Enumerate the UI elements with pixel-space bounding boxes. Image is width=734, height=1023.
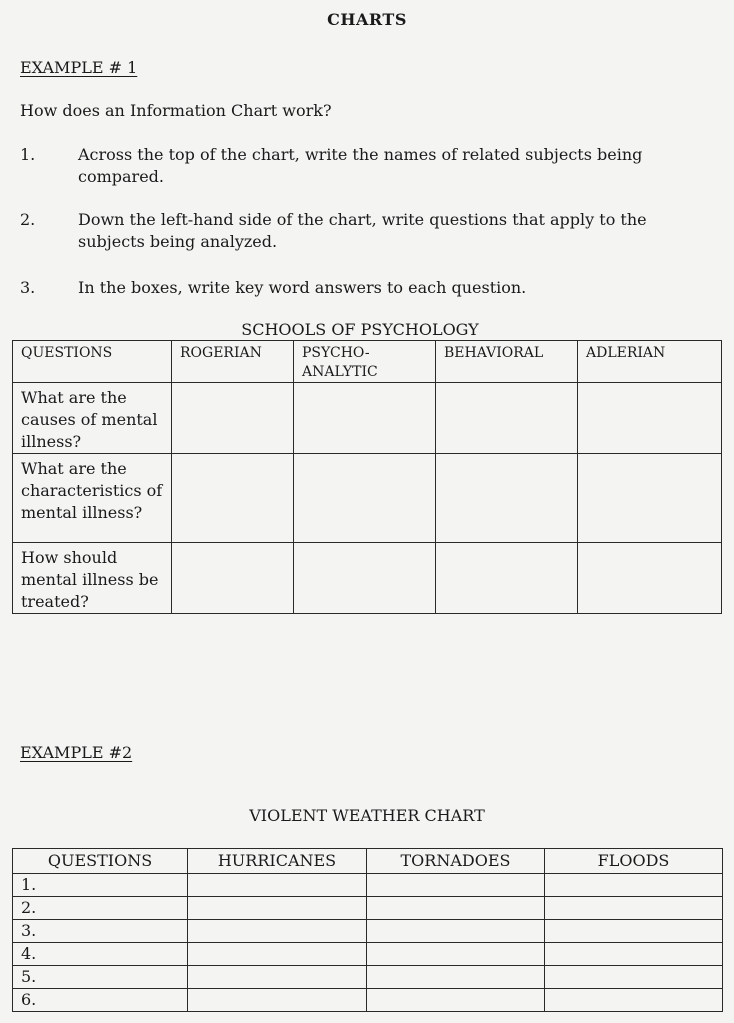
row-number: 1. — [13, 874, 188, 897]
intro-question: How does an Information Chart work? — [20, 101, 332, 120]
step-text: Across the top of the chart, write the names of related subjects being compared. — [78, 145, 643, 186]
table-row — [13, 454, 722, 543]
step-2 — [20, 209, 710, 253]
answer-cell[interactable] — [545, 943, 723, 966]
table-row — [13, 383, 722, 454]
column-header: PSYCHO-ANALYTIC — [294, 341, 436, 383]
row-question: How should mental illness be treated? — [13, 543, 172, 614]
table-row — [13, 943, 723, 966]
table-row — [13, 543, 722, 614]
column-header: ADLERIAN — [578, 341, 722, 383]
step-text: Down the left-hand side of the chart, write questions that apply to the subjects being analyzed. — [78, 210, 647, 251]
step-3 — [20, 277, 710, 299]
answer-cell[interactable] — [578, 383, 722, 454]
answer-cell[interactable] — [188, 966, 367, 989]
answer-cell[interactable] — [367, 966, 545, 989]
answer-cell[interactable] — [367, 897, 545, 920]
table-row — [13, 897, 723, 920]
page-title: CHARTS — [327, 10, 407, 29]
answer-cell[interactable] — [294, 383, 436, 454]
weather-table-caption: VIOLENT WEATHER CHART — [249, 806, 485, 825]
answer-cell[interactable] — [188, 874, 367, 897]
row-number: 6. — [13, 989, 188, 1012]
answer-cell[interactable] — [188, 943, 367, 966]
answer-cell[interactable] — [545, 874, 723, 897]
table-header-row — [13, 849, 723, 874]
answer-cell[interactable] — [578, 454, 722, 543]
column-header: QUESTIONS — [13, 849, 188, 874]
weather-chart-table — [12, 848, 723, 1012]
column-header: FLOODS — [545, 849, 723, 874]
row-question: What are the characteristics of mental illness? — [13, 454, 172, 543]
table-header-row — [13, 341, 722, 383]
answer-cell[interactable] — [545, 966, 723, 989]
answer-cell[interactable] — [172, 543, 294, 614]
column-header: BEHAVIORAL — [436, 341, 578, 383]
column-header: QUESTIONS — [13, 341, 172, 383]
answer-cell[interactable] — [172, 454, 294, 543]
table-row — [13, 989, 723, 1012]
psychology-chart-table — [12, 340, 722, 614]
step-text: In the boxes, write key word answers to each question. — [78, 278, 527, 297]
step-1 — [20, 144, 710, 188]
table-row — [13, 874, 723, 897]
answer-cell[interactable] — [436, 543, 578, 614]
psychology-table-caption: SCHOOLS OF PSYCHOLOGY — [241, 320, 479, 339]
row-number: 2. — [13, 897, 188, 920]
answer-cell[interactable] — [188, 920, 367, 943]
row-number: 5. — [13, 966, 188, 989]
column-header: TORNADOES — [367, 849, 545, 874]
row-number: 3. — [13, 920, 188, 943]
answer-cell[interactable] — [436, 454, 578, 543]
answer-cell[interactable] — [545, 920, 723, 943]
answer-cell[interactable] — [367, 920, 545, 943]
answer-cell[interactable] — [436, 383, 578, 454]
answer-cell[interactable] — [188, 897, 367, 920]
answer-cell[interactable] — [367, 874, 545, 897]
example-2-heading: EXAMPLE #2 — [20, 743, 133, 762]
row-question: What are the causes of mental illness? — [13, 383, 172, 454]
column-header: ROGERIAN — [172, 341, 294, 383]
step-number: 3. — [20, 278, 36, 297]
answer-cell[interactable] — [294, 543, 436, 614]
table-row — [13, 966, 723, 989]
answer-cell[interactable] — [545, 989, 723, 1012]
answer-cell[interactable] — [188, 989, 367, 1012]
example-1-heading: EXAMPLE # 1 — [20, 58, 138, 77]
answer-cell[interactable] — [578, 543, 722, 614]
answer-cell[interactable] — [367, 943, 545, 966]
answer-cell[interactable] — [367, 989, 545, 1012]
step-number: 2. — [20, 210, 36, 229]
step-number: 1. — [20, 145, 36, 164]
answer-cell[interactable] — [545, 897, 723, 920]
answer-cell[interactable] — [172, 383, 294, 454]
answer-cell[interactable] — [294, 454, 436, 543]
row-number: 4. — [13, 943, 188, 966]
table-row — [13, 920, 723, 943]
column-header: HURRICANES — [188, 849, 367, 874]
